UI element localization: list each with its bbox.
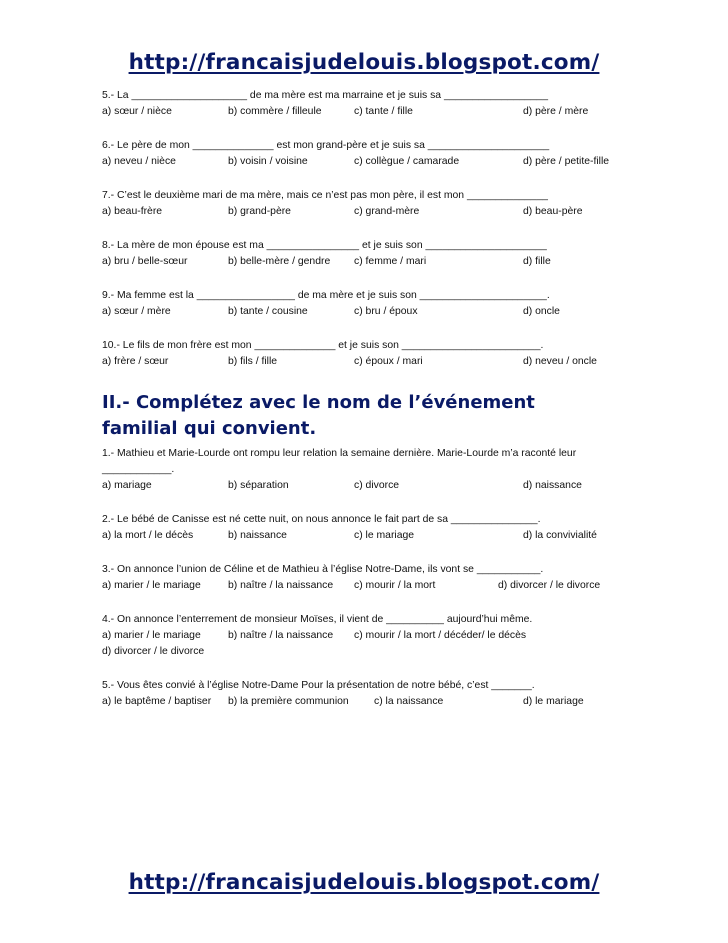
answer-options	[102, 578, 632, 594]
question-2-5	[102, 678, 632, 710]
option-a: a) beau-frère	[102, 206, 163, 217]
option-d: d) neveu / oncle	[523, 356, 597, 367]
option-d: d) divorcer / le divorce	[498, 580, 601, 591]
option-d: d) la convivialité	[523, 530, 597, 541]
question-text: 6.- Le père de mon ______________ est mon grand-père et je suis sa _____________________	[102, 140, 550, 151]
question-2-4	[102, 612, 632, 660]
answer-options	[102, 628, 632, 644]
question-text: 5.- Vous êtes convié à l’église Notre-Dame Pour la présentation de notre bébé, c’est _______.	[102, 680, 535, 691]
question-9	[102, 288, 632, 320]
option-c: c) mourir / la mort	[354, 580, 436, 591]
option-c: c) bru / époux	[354, 306, 418, 317]
option-b: b) commère / filleule	[228, 106, 322, 117]
question-5	[102, 88, 632, 120]
option-c: c) divorce	[354, 480, 400, 491]
option-b: b) naissance	[228, 530, 287, 541]
site-link-bottom[interactable]: http://francaisjudelouis.blogspot.com/	[128, 870, 600, 895]
option-c: c) femme / mari	[354, 256, 427, 267]
option-b: b) naître / la naissance	[228, 580, 334, 591]
option-d: d) père / petite-fille	[523, 156, 610, 167]
question-10	[102, 338, 632, 370]
option-d: d) beau-père	[523, 206, 583, 217]
site-link-top[interactable]: http://francaisjudelouis.blogspot.com/	[128, 50, 600, 75]
question-7	[102, 188, 632, 220]
option-a: a) bru / belle-sœur	[102, 256, 188, 267]
option-d: d) divorcer / le divorce	[102, 646, 205, 657]
question-8	[102, 238, 632, 270]
answer-options	[102, 304, 632, 320]
answer-options	[102, 104, 632, 120]
question-6	[102, 138, 632, 170]
option-b: b) séparation	[228, 480, 289, 491]
option-a: a) mariage	[102, 480, 152, 491]
option-a: a) marier / le mariage	[102, 630, 201, 641]
option-a: a) marier / le mariage	[102, 580, 201, 591]
question-text: 10.- Le fils de mon frère est mon ______________ et je suis son ________________________.	[102, 340, 544, 351]
option-a: a) la mort / le décès	[102, 530, 194, 541]
answer-options	[102, 528, 632, 544]
option-c: c) mourir / la mort / décéder/ le décès	[354, 630, 527, 641]
option-b: b) belle-mère / gendre	[228, 256, 331, 267]
question-text: 9.- Ma femme est la _________________ de ma mère et je suis son ______________________.	[102, 290, 550, 301]
option-b: b) la première communion	[228, 696, 349, 707]
option-c: c) tante / fille	[354, 106, 413, 117]
option-b: b) naître / la naissance	[228, 630, 334, 641]
option-c: c) le mariage	[354, 530, 415, 541]
section-title: II.- Complétez avec le nom de l’événement familial qui convient.	[102, 392, 535, 439]
question-2-3	[102, 562, 632, 594]
option-d: d) fille	[523, 256, 551, 267]
option-c: c) époux / mari	[354, 356, 423, 367]
option-c: c) grand-mère	[354, 206, 420, 217]
option-a: a) le baptême / baptiser	[102, 696, 212, 707]
option-c: c) la naissance	[374, 696, 444, 707]
option-b: b) fils / fille	[228, 356, 278, 367]
question-2-2	[102, 512, 632, 544]
answer-options	[102, 204, 632, 220]
option-a: a) frère / sœur	[102, 356, 169, 367]
question-text: 7.- C’est le deuxième mari de ma mère, mais ce n’est pas mon père, il est mon ______________	[102, 190, 548, 201]
question-text: 8.- La mère de mon épouse est ma ________________ et je suis son _____________________	[102, 240, 547, 251]
option-a: a) sœur / mère	[102, 306, 171, 317]
option-d: d) oncle	[523, 306, 560, 317]
option-b: b) voisin / voisine	[228, 156, 308, 167]
question-text: 1.- Mathieu et Marie-Lourde ont rompu leur relation la semaine dernière. Marie-Lourde m’a raconté leur ____________.	[102, 448, 577, 475]
answer-options	[102, 694, 632, 710]
question-text: 5.- La ____________________ de ma mère est ma marraine et je suis sa __________________	[102, 90, 548, 101]
question-text: 2.- Le bébé de Canisse est né cette nuit, on nous annonce le fait part de sa _______________.	[102, 514, 541, 525]
answer-options-line-2	[102, 644, 632, 660]
option-a: a) neveu / nièce	[102, 156, 176, 167]
answer-options	[102, 154, 632, 170]
option-d: d) le mariage	[523, 696, 584, 707]
question-2-1	[102, 446, 632, 494]
option-b: b) grand-père	[228, 206, 291, 217]
question-text: 4.- On annonce l’enterrement de monsieur Moïses, il vient de __________ aujourd’hui même.	[102, 614, 533, 625]
answer-options	[102, 254, 632, 270]
worksheet	[102, 88, 632, 728]
option-b: b) tante / cousine	[228, 306, 308, 317]
answer-options	[102, 478, 632, 494]
option-d: d) naissance	[523, 480, 582, 491]
question-text: 3.- On annonce l’union de Céline et de Mathieu à l’église Notre-Dame, ils vont se ___________.	[102, 564, 544, 575]
option-c: c) collègue / camarade	[354, 156, 460, 167]
option-d: d) père / mère	[523, 106, 589, 117]
option-a: a) sœur / nièce	[102, 106, 172, 117]
answer-options	[102, 354, 632, 370]
